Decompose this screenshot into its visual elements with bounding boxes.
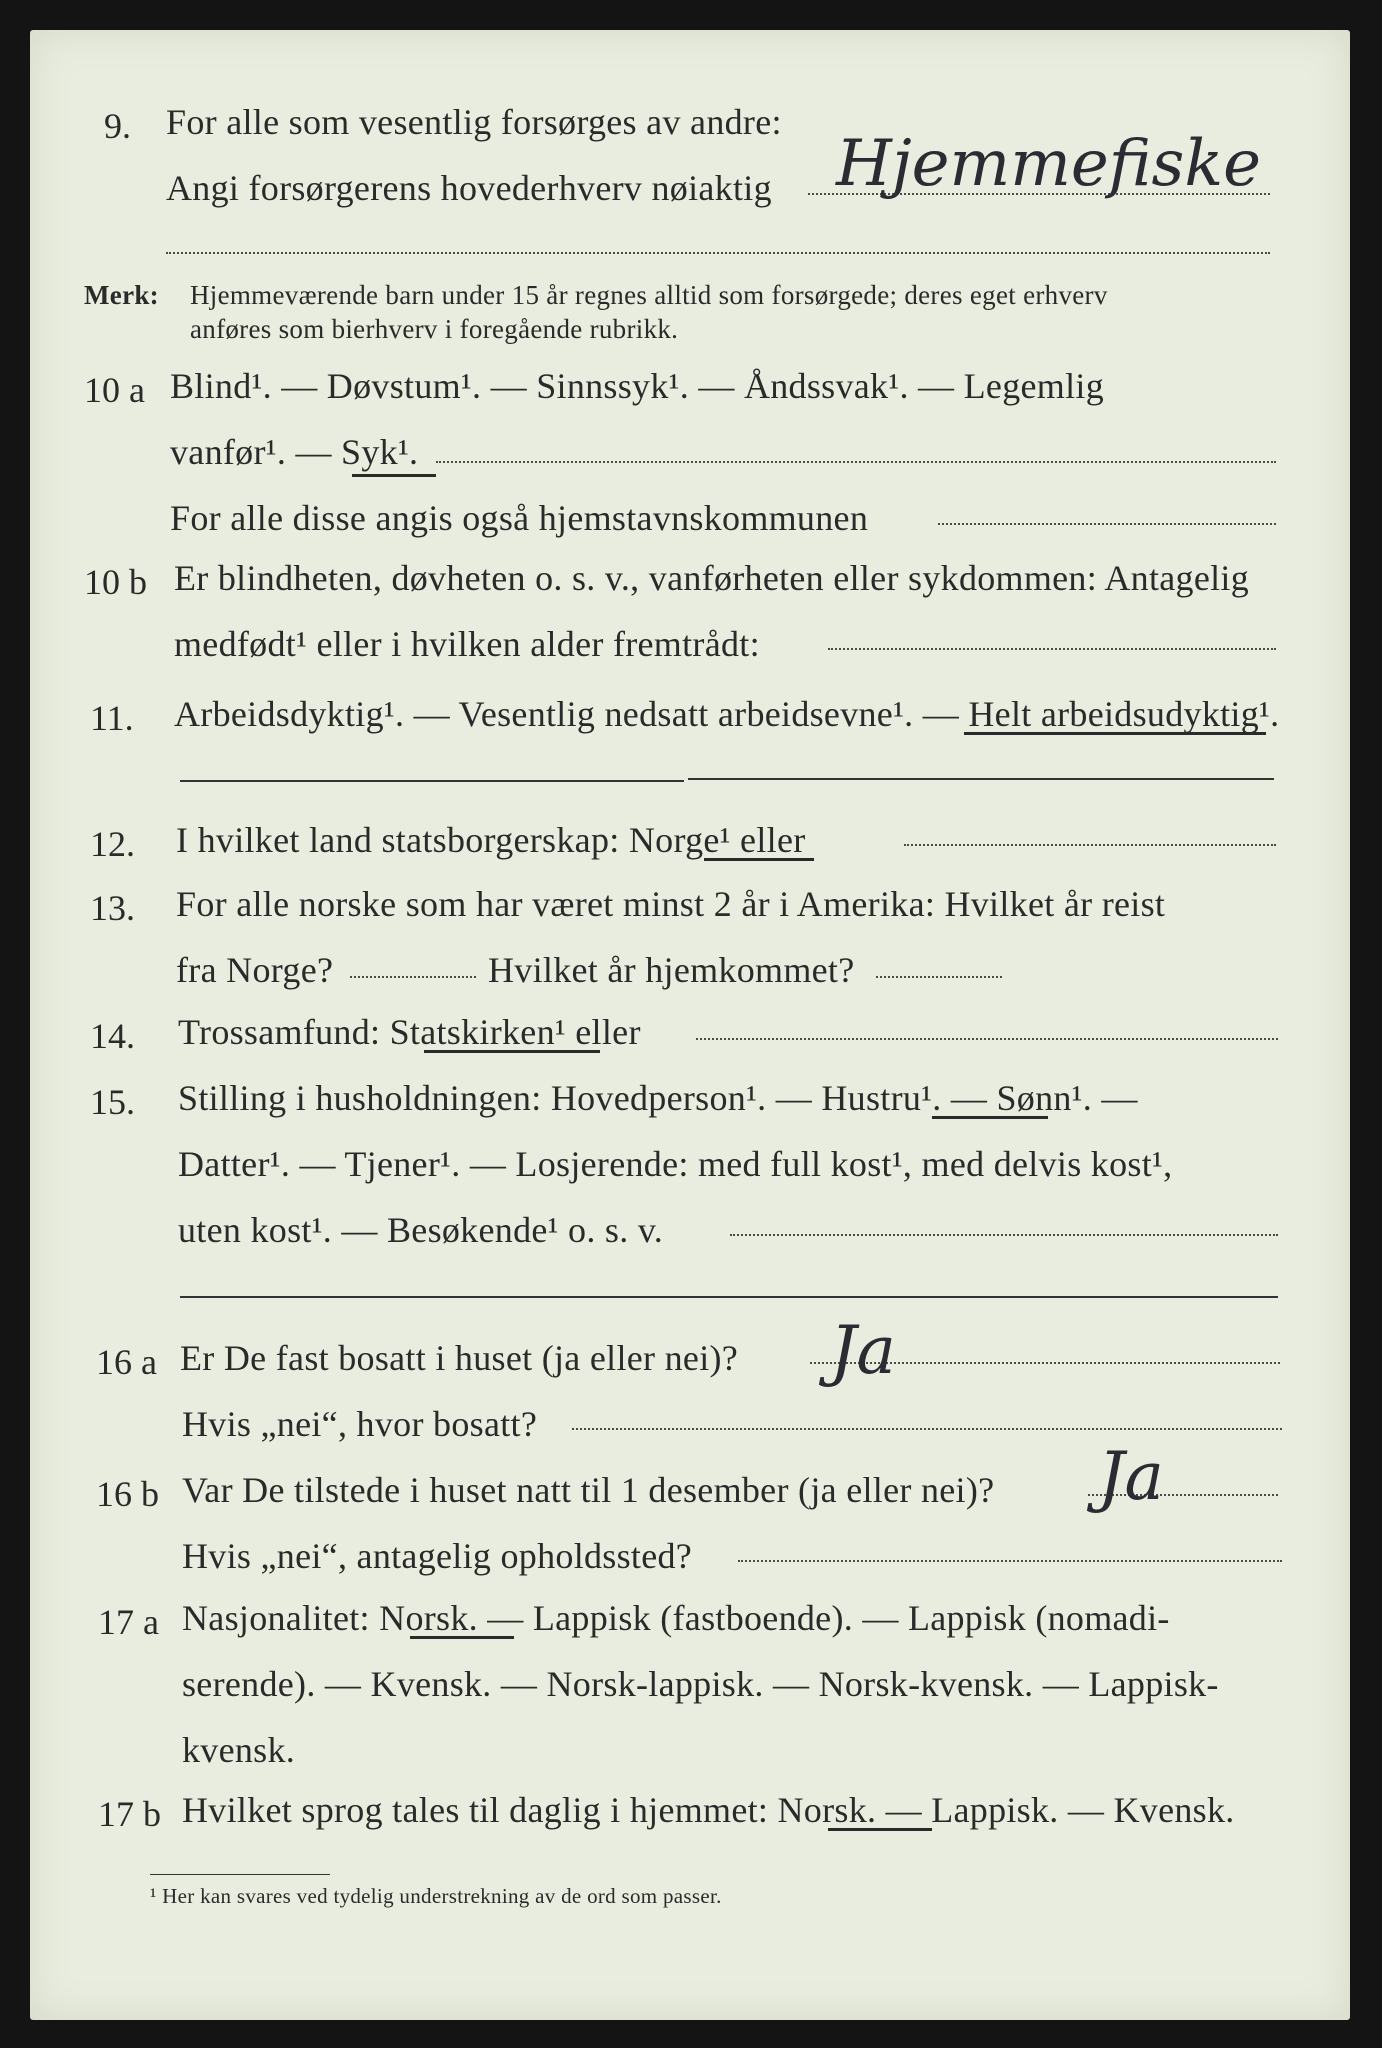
footnote: ¹ Her kan svares ved tydelig understrekning av de ord som passer. [150, 1884, 722, 1908]
q15-extra-line [180, 1296, 1278, 1298]
q15-number: 15. [90, 1082, 135, 1122]
q11-line1: Arbeidsdyktig¹. — Vesentlig nedsatt arbeidsevne¹. — Helt arbeidsudyktig¹. [174, 694, 1280, 734]
merk-line1: Hjemmeværende barn under 15 år regnes alltid som forsørgede; deres eget erhverv [190, 280, 1108, 310]
q10a-underline-syk [352, 474, 436, 477]
q10a-number: 10 a [84, 370, 145, 410]
q17a-line1: Nasjonalitet: Norsk. — Lappisk (fastboende). — Lappisk (nomadi- [182, 1598, 1170, 1638]
q14-line1: Trossamfund: Statskirken¹ eller [178, 1012, 641, 1052]
q10a-line2: vanfør¹. — Syk¹. [170, 432, 419, 472]
q11-underline-helt-arbeidsudyktig [964, 732, 1266, 735]
q10a-answer-line [436, 461, 1276, 463]
q16b-line1: Var De tilstede i huset natt til 1 desember (ja eller nei)? [182, 1470, 995, 1510]
q15-line2: Datter¹. — Tjener¹. — Losjerende: med full kost¹, med delvis kost¹, [178, 1144, 1173, 1184]
q9-extra-line [166, 252, 1270, 254]
q17a-line3: kvensk. [182, 1730, 296, 1770]
q15-answer-line [730, 1234, 1278, 1236]
q11-answer-line-b [688, 778, 1274, 780]
merk-label: Merk: [84, 280, 159, 310]
q17b-line1: Hvilket sprog tales til daglig i hjemmet: Norsk. — Lappisk. — Kvensk. [182, 1790, 1235, 1830]
q16a-bosatt-line [572, 1428, 1282, 1430]
q15-line1: Stilling i husholdningen: Hovedperson¹. — Hustru¹. — Sønn¹. — [178, 1078, 1138, 1118]
q12-underline-norge [704, 858, 814, 861]
q9-line1: For alle som vesentlig forsørges av andre: [166, 102, 782, 142]
q10b-line1: Er blindheten, døvheten o. s. v., vanførheten eller sykdommen: Antagelig [174, 558, 1250, 598]
q16a-handwritten-answer: Ja [830, 1312, 896, 1389]
q10a-hjemstavn-line [938, 523, 1276, 525]
q12-number: 12. [90, 824, 135, 864]
q14-number: 14. [90, 1016, 135, 1056]
merk-line2: anføres som bierhverv i foregående rubrikk. [190, 314, 679, 344]
footnote-rule [150, 1874, 330, 1875]
q16b-number: 16 b [96, 1474, 159, 1514]
q13-line1: For alle norske som har været minst 2 år i Amerika: Hvilket år reist [176, 884, 1166, 924]
q16a-number: 16 a [96, 1342, 157, 1382]
q12-line1: I hvilket land statsborgerskap: Norge¹ eller [176, 820, 806, 860]
q11-answer-line-a [180, 780, 684, 782]
q16b-opholdssted-line [738, 1560, 1282, 1562]
q13-line2b: Hvilket år hjemkommet? [488, 950, 855, 990]
q16b-handwritten-answer: Ja [1098, 1438, 1164, 1515]
q13-number: 13. [90, 888, 135, 928]
q15-line3: uten kost¹. — Besøkende¹ o. s. v. [178, 1210, 664, 1250]
q9-line2: Angi forsørgerens hovederhverv nøiaktig [166, 168, 772, 208]
q10a-line3: For alle disse angis også hjemstavnskommunen [170, 498, 869, 538]
q10b-number: 10 b [84, 562, 147, 602]
q16a-line1: Er De fast bosatt i huset (ja eller nei)? [180, 1338, 739, 1378]
q10b-line2: medfødt¹ eller i hvilken alder fremtrådt: [174, 624, 760, 664]
q9-number: 9. [104, 106, 131, 146]
q17a-underline-norsk [410, 1636, 514, 1639]
q11-number: 11. [90, 698, 134, 738]
q17a-number: 17 a [98, 1602, 159, 1642]
q16b-line2: Hvis „nei“, antagelig opholdssted? [182, 1536, 693, 1576]
q13-line2a: fra Norge? [176, 950, 334, 990]
q14-answer-line [696, 1038, 1278, 1040]
q15-underline-hustru [932, 1116, 1048, 1119]
q13-hjemkommet-line [876, 976, 1002, 978]
q16a-line2: Hvis „nei“, hvor bosatt? [182, 1404, 538, 1444]
q10b-answer-line [828, 648, 1276, 650]
q17a-line2: serende). — Kvensk. — Norsk-lappisk. — Norsk-kvensk. — Lappisk- [182, 1664, 1219, 1704]
q14-underline-statskirken [424, 1050, 600, 1053]
q13-reist-line [350, 976, 476, 978]
q12-answer-line [904, 844, 1276, 846]
q9-handwritten-answer: Hjemmefiske [836, 127, 1261, 201]
q10a-line1: Blind¹. — Døvstum¹. — Sinnssyk¹. — Åndssvak¹. — Legemlig [170, 366, 1104, 406]
q17b-number: 17 b [98, 1794, 161, 1834]
q17b-underline-norsk [828, 1828, 932, 1831]
